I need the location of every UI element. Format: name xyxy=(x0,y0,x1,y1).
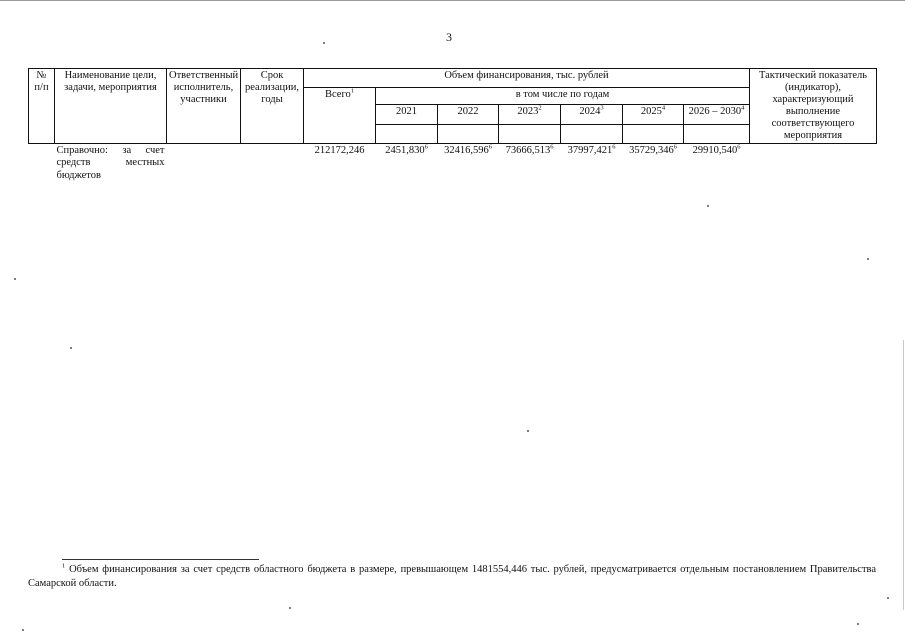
header-year-spacer xyxy=(376,125,438,144)
scan-speck xyxy=(22,629,24,631)
table-row xyxy=(29,144,877,183)
header-total-sup: 1 xyxy=(350,87,354,95)
scan-speck xyxy=(707,205,709,207)
footnote xyxy=(28,563,876,591)
header-total: Всего$^1$ xyxy=(304,88,376,144)
header-name: Наименование цели, задачи, мероприятия xyxy=(55,69,167,144)
header-year-spacer xyxy=(499,125,561,144)
footnote-marker: 1 xyxy=(62,562,66,570)
header-year: 2026 – 2030$^4$ xyxy=(684,105,750,125)
cell-value: 73666,513$^6$ xyxy=(505,143,554,157)
header-volume: Объем финансирования, тыс. рублей xyxy=(304,69,750,88)
header-num: № п/п xyxy=(29,69,55,144)
cell-value: 35729,346$^6$ xyxy=(629,143,677,157)
footnote-text: Объем финансирования за счет средств областного бюджета в размере, превышающем 1481554,446 тыс. рублей, предусматривается отдельным постановлением Правительства Самарской области. xyxy=(28,564,877,589)
header-year-spacer xyxy=(561,125,623,144)
header-year-spacer xyxy=(684,125,750,144)
cell-term xyxy=(241,144,304,183)
cell-name: Справочно: за счет средств местных бюджетов xyxy=(56,145,165,181)
cell-value: 29910,540$^6$ xyxy=(692,143,741,157)
header-term: Срок реализации, годы xyxy=(241,69,304,144)
scan-speck xyxy=(887,597,889,599)
cell-indicator xyxy=(750,144,877,183)
header-year-spacer xyxy=(438,125,499,144)
header-year: 2025$^4$ xyxy=(623,105,684,125)
cell-total: 212172,246 xyxy=(314,145,365,157)
header-year: 2021 xyxy=(376,105,438,125)
scan-speck xyxy=(527,430,529,432)
scan-speck xyxy=(14,278,16,280)
cell-num xyxy=(29,144,55,183)
footnote-separator xyxy=(62,559,259,560)
scan-speck xyxy=(289,607,291,609)
header-indicator: Тактический показатель (индикатор), характеризующий выполнение соответствующего мероприятия xyxy=(750,69,877,144)
cell-executor xyxy=(167,144,241,183)
cell-value: 32416,596$^6$ xyxy=(444,143,492,157)
scan-speck xyxy=(70,347,72,349)
cell-value: 2451,830$^6$ xyxy=(385,143,428,157)
scan-edge-line xyxy=(903,340,904,610)
header-year: 2023$^2$ xyxy=(499,105,561,125)
scan-speck xyxy=(857,623,859,625)
header-year-spacer xyxy=(623,125,684,144)
header-by-years: в том числе по годам xyxy=(376,88,750,105)
header-executor: Ответственный исполнитель, участники xyxy=(167,69,241,144)
cell-value: 37997,421$^6$ xyxy=(567,143,616,157)
page-number: 3 xyxy=(446,30,452,44)
header-year: 2022 xyxy=(438,105,499,125)
scan-speck xyxy=(867,258,869,260)
header-year: 2024$^3$ xyxy=(561,105,623,125)
financing-table xyxy=(28,68,877,183)
top-edge-line xyxy=(0,0,905,1)
scan-speck xyxy=(323,42,325,44)
